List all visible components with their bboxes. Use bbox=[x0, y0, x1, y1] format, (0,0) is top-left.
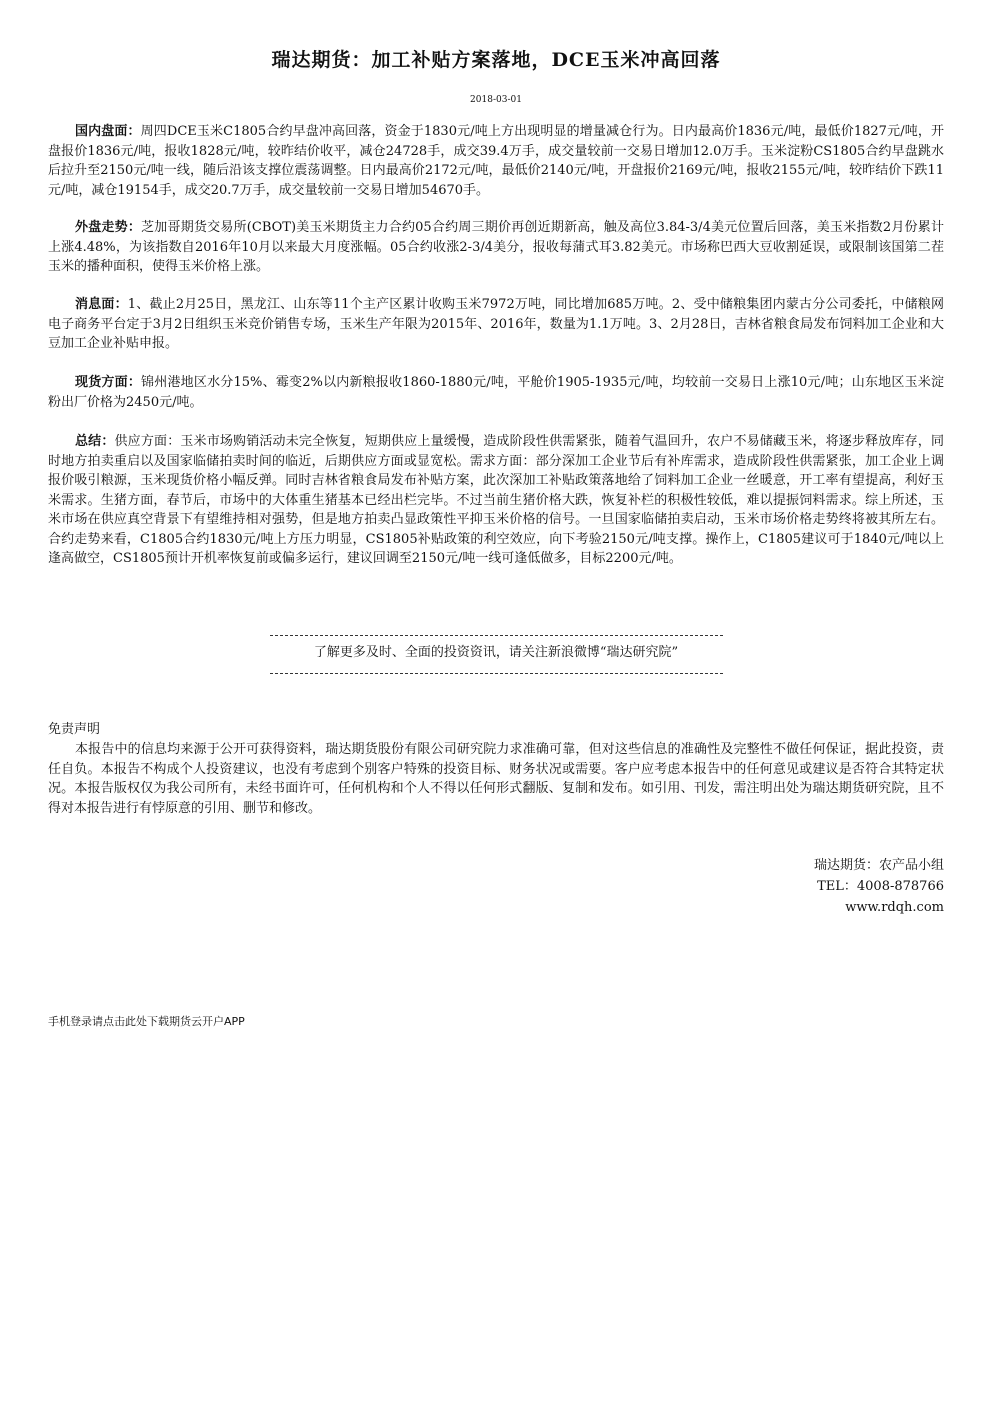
report-title: 瑞达期货：加工补贴方案落地，DCE玉米冲高回落 bbox=[271, 49, 721, 71]
disclaimer-title: 免责声明 bbox=[48, 722, 101, 737]
signature-website-link[interactable]: www.rdqh.com bbox=[845, 900, 944, 915]
section-heading-domestic: 国内盘面： bbox=[75, 124, 141, 139]
section-text-news: 1、截止2月25日，黑龙江、山东等11个主产区累计收购玉米7972万吨，同比增加685万吨。2、受中储粮集团内蒙古分公司委托，中储粮网电子商务平台定于3月2日组织玉米竞价销售专场，玉米生产年限为2015年、2016年，数量为1.1万吨。3、2月28日，吉林省粮食局发布饲料加工企业和大豆加工企业补贴申报。 bbox=[48, 297, 944, 351]
report-date: 2018-03-01 bbox=[470, 95, 522, 105]
section-summary bbox=[48, 432, 944, 569]
section-spot-market bbox=[48, 373, 944, 412]
section-text-domestic: 周四DCE玉米C1805合约早盘冲高回落，资金于1830元/吨上方出现明显的增量减仓行为。日内最高价1836元/吨，最低价1827元/吨，开盘报价1836元/吨，报收1828元/吨，较昨结价收平，减仓24728手，成交39.4万手，成交量较前一交易日增加12.0万手。玉米淀粉CS1805合约早盘跳水后拉升至2150元/吨一线，随后沿该支撑位震荡调整。日内最高价2172元/吨，最低价2140元/吨，开盘报价2169元/吨，报收2155元/吨，较昨结价下跌11元/吨，减仓19154手，成交20.7万手，成交量较前一交易日增加54670手。 bbox=[48, 124, 944, 198]
disclaimer-text: 本报告中的信息均来源于公开可获得资料，瑞达期货股份有限公司研究院力求准确可靠，但对这些信息的准确性及完整性不做任何保证，据此投资，责任自负。本报告不构成个人投资建议，也没有考虑到个别客户特殊的投资目标、财务状况或需要。客户应考虑本报告中的任何意见或建议是否符合其特定状况。本报告版权仅为我公司所有，未经书面许可，任何机构和个人不得以任何形式翻版、复制和发布。如引用、刊发，需注明出处为瑞达期货研究院，且不得对本报告进行有悖原意的引用、删节和修改。 bbox=[48, 742, 944, 816]
section-heading-summary: 总结： bbox=[75, 434, 115, 449]
section-heading-foreign: 外盘走势： bbox=[75, 220, 142, 235]
signature-team: 瑞达期货：农产品小组 bbox=[813, 858, 944, 873]
section-text-foreign: 芝加哥期货交易所(CBOT)美玉米期货主力合约05合约周三期价再创近期新高，触及高位3.84-3/4美元位置后回落，美玉米指数2月份累计上涨4.48%，为该指数自2016年10月以来最大月度涨幅。05合约收涨2-3/4美分，报收每蒲式耳3.82美元。市场称巴西大豆收割延误，或限制该国第二茬玉米的播种面积，使得玉米价格上涨。 bbox=[48, 220, 944, 274]
section-news bbox=[48, 295, 944, 354]
dashed-divider-bottom bbox=[270, 673, 723, 674]
signature-block bbox=[814, 855, 944, 918]
section-heading-news: 消息面： bbox=[75, 297, 128, 312]
section-foreign-market bbox=[48, 218, 944, 277]
download-app-link[interactable]: 手机登录请点击此处下载期货云开户APP bbox=[48, 1015, 245, 1028]
section-text-summary: 供应方面：玉米市场购销活动未完全恢复，短期供应上量缓慢，造成阶段性供需紧张，随着气温回升，农户不易储藏玉米，将逐步释放库存，同时地方拍卖重启以及国家临储拍卖时间的临近，后期供应方面或显宽松。需求方面：部分深加工企业节后有补库需求，造成阶段性供需紧张，加工企业上调报价吸引粮源，玉米现货价格小幅反弹。同时吉林省粮食局发布补贴方案，此次深加工补贴政策落地给了饲料加工企业一丝暖意，开工率有望提高，利好玉米需求。生猪方面，春节后，市场中的大体重生猪基本已经出栏完毕。不过当前生猪价格大跌，恢复补栏的积极性较低，难以提振饲料需求。综上所述，玉米市场在供应真空背景下有望维持相对强势，但是地方拍卖凸显政策性平抑玉米价格的信号。一旦国家临储拍卖启动，玉米市场价格走势终将被其所左右。合约走势来看，C1805合约1830元/吨上方压力明显，CS1805补贴政策的利空效应，向下考验2150元/吨支撑。操作上，C1805建议可于1840元/吨以上逢高做空，CS1805预计开机率恢复前或偏多运行，建议回调至2150元/吨一线可逢低做多，目标2200元/吨。 bbox=[48, 434, 944, 566]
section-text-spot: 锦州港地区水分15%、霉变2%以内新粮报收1860-1880元/吨，平舱价1905-1935元/吨，均较前一交易日上涨10元/吨；山东地区玉米淀粉出厂价格为2450元/吨。 bbox=[48, 375, 944, 410]
dashed-divider-top bbox=[270, 635, 723, 636]
weibo-promo-text: 了解更多及时、全面的投资资讯，请关注新浪微博“瑞达研究院” bbox=[313, 645, 679, 660]
section-domestic-market bbox=[48, 122, 944, 200]
section-heading-spot: 现货方面： bbox=[75, 375, 142, 390]
signature-tel: TEL：4008-878766 bbox=[817, 879, 944, 894]
